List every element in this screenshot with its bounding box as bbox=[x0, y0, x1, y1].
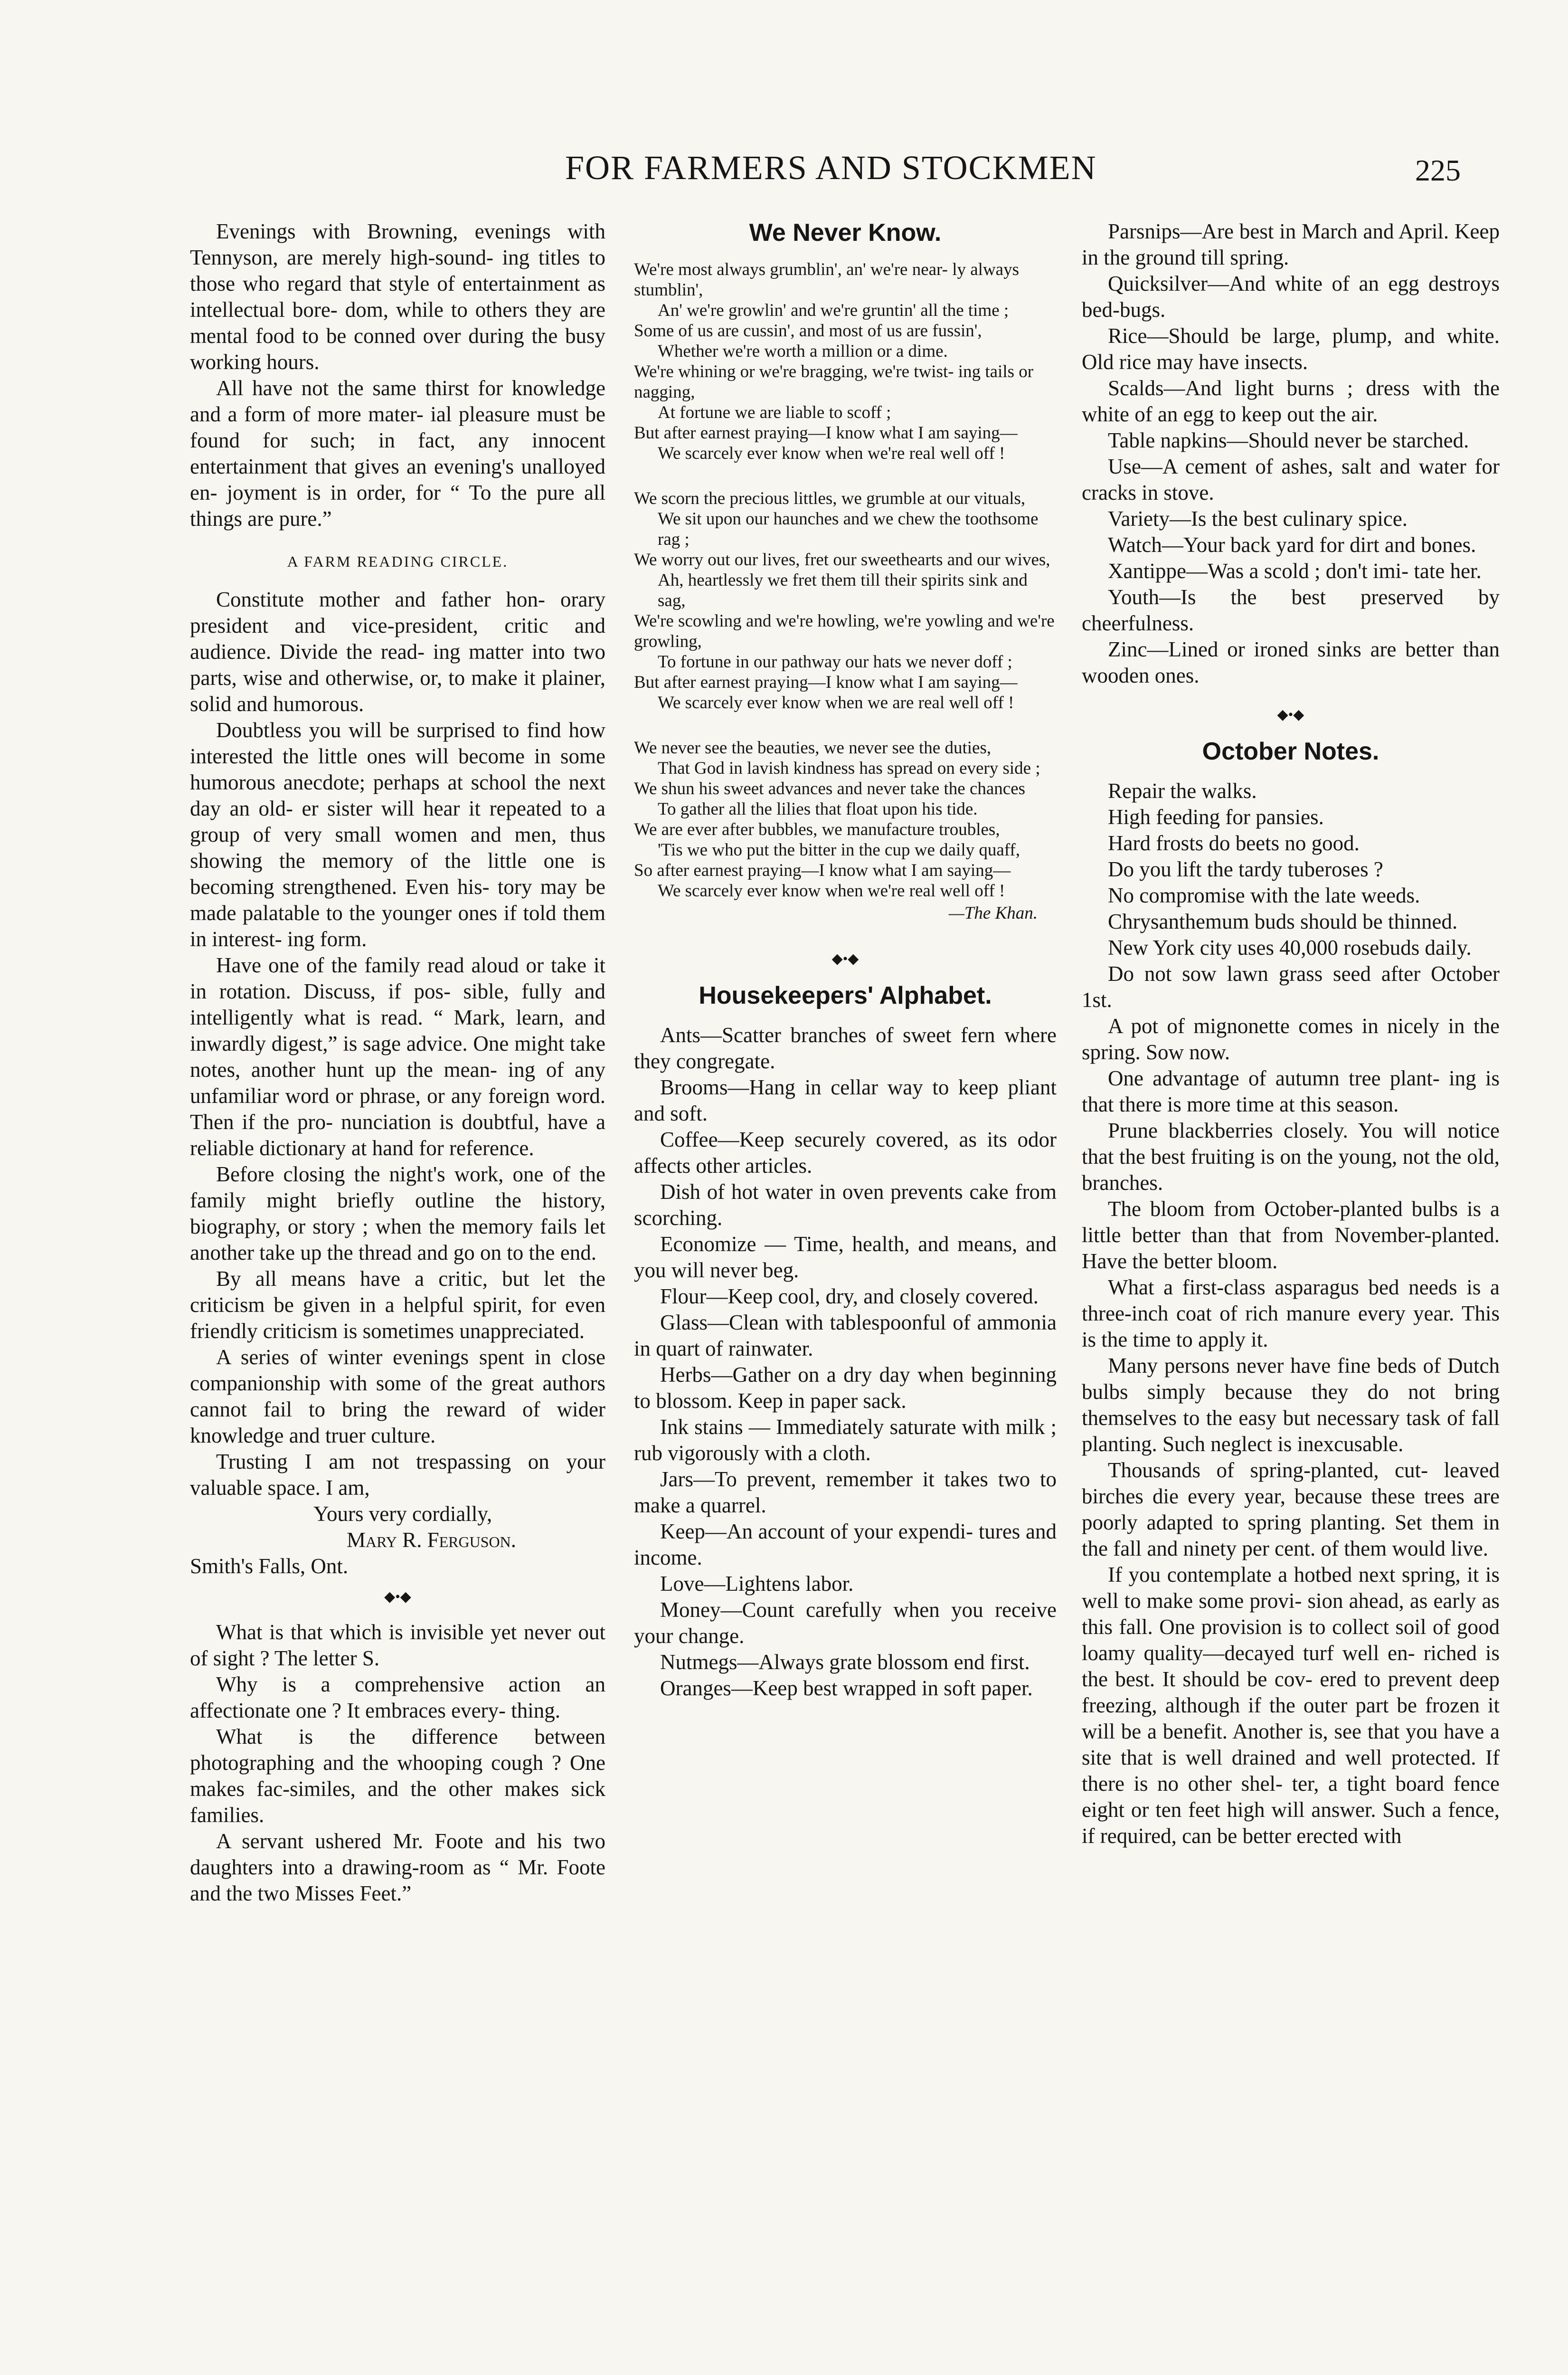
ornament-divider: ◆•◆ bbox=[1277, 707, 1304, 722]
poem-attribution: —The Khan. bbox=[948, 903, 1038, 923]
riddle-paragraph: A servant ushered Mr. Foote and his two daughters into a drawing-room as “ Mr. Foote and the two Misses Feet.” bbox=[190, 1829, 605, 1905]
october-note: Thousands of spring-planted, cut- leaved birches die every year, because these trees are poorly adapted to spring planting. Set them in the fall and ninety per cent. of them would live. bbox=[1082, 1458, 1500, 1560]
october-note: No compromise with the late weeds. bbox=[1108, 884, 1420, 907]
article-paragraph: By all means have a critic, but let the criticism be given in a helpful spirit, for even friendly criticism is sometimes unappreciated. bbox=[190, 1267, 605, 1343]
alphabet-item: Love—Lightens labor. bbox=[660, 1572, 854, 1596]
alphabet-item: Jars—To prevent, remember it takes two to make a quarrel. bbox=[634, 1467, 1057, 1517]
october-note: Repair the walks. bbox=[1108, 779, 1257, 803]
page-number: 225 bbox=[1415, 153, 1461, 187]
poem-line: We scarcely ever know when we are real well off ! bbox=[658, 693, 1014, 712]
poem-line: We're whining or we're bragging, we're twist- ing tails or nagging, bbox=[634, 362, 1034, 402]
poem-line: Some of us are cussin', and most of us are fussin', bbox=[634, 321, 982, 341]
alphabet-item: Parsnips—Are best in March and April. Keep in the ground till spring. bbox=[1082, 219, 1500, 269]
alphabet-item: Brooms—Hang in cellar way to keep pliant and soft. bbox=[634, 1075, 1057, 1125]
october-note: One advantage of autumn tree plant- ing is that there is more time at this season. bbox=[1082, 1066, 1500, 1116]
poem-line: An' we're growlin' and we're gruntin' all the time ; bbox=[658, 301, 1009, 320]
october-note: What a first-class asparagus bed needs is a three-inch coat of rich manure every year. This is the time to apply it. bbox=[1082, 1275, 1500, 1351]
alphabet-item: Economize — Time, health, and means, and you will never beg. bbox=[634, 1232, 1057, 1282]
poem-stanza bbox=[634, 259, 1057, 464]
poem-stanza bbox=[634, 488, 1057, 713]
article-paragraph: All have not the same thirst for knowledge and a form of more mater- ial pleasure must be found for such; in fact, any innocent entertainment that gives an evening's unalloyed en- joyment is in order, for “ To the pure all things are pure.” bbox=[190, 376, 605, 531]
poem-line: But after earnest praying—I know what I am saying— bbox=[634, 673, 1018, 692]
alphabet-title: Housekeepers' Alphabet. bbox=[699, 982, 992, 1009]
october-note: Do you lift the tardy tuberoses ? bbox=[1108, 857, 1383, 881]
article-paragraph: Trusting I am not trespassing on your valuable space. I am, bbox=[190, 1450, 605, 1500]
poem-line: Whether we're worth a million or a dime. bbox=[658, 342, 948, 361]
article-paragraph: A series of winter evenings spent in close companionship with some of the great authors cannot fail to bring the reward of wider knowledge and truer culture. bbox=[190, 1345, 605, 1447]
poem-title: We Never Know. bbox=[749, 219, 942, 247]
alphabet-item: Table napkins—Should never be starched. bbox=[1108, 428, 1469, 452]
poem-line: We're most always grumblin', an' we're near- ly always stumblin', bbox=[634, 260, 1019, 300]
column-left bbox=[190, 218, 605, 1907]
article-paragraph: Doubtless you will be surprised to find how interested the little ones will become in some humorous anecdote; perhaps at school the next day an old- er sister will hear it repeated to a group of very small women and men, thus showing the memory of the little one is becoming strengthened. Even his- tory may be made palatable to the younger ones if told them in interest- ing form. bbox=[190, 718, 605, 951]
alphabet-item: Dish of hot water in oven prevents cake from scorching. bbox=[634, 1180, 1057, 1230]
article-paragraph: Before closing the night's work, one of the family might briefly outline the history, biography, or story ; when the memory fails let another take up the thread and go on to the end. bbox=[190, 1162, 605, 1264]
alphabet-item: Flour—Keep cool, dry, and closely covered. bbox=[660, 1284, 1039, 1308]
poem-body bbox=[634, 259, 1057, 923]
poem-line: That God in lavish kindness has spread on every side ; bbox=[658, 759, 1040, 778]
article-paragraph: Constitute mother and father hon- orary president and vice-president, critic and audience. Divide the read- ing matter into two parts, wise and otherwise, or, to make it plainer, solid and humorous. bbox=[190, 588, 605, 716]
riddle-paragraph: Why is a comprehensive action an affectionate one ? It embraces every- thing. bbox=[190, 1672, 605, 1722]
alphabet-item: Coffee—Keep securely covered, as its odor affects other articles. bbox=[634, 1128, 1057, 1178]
alphabet-item: Zinc—Lined or ironed sinks are better than wooden ones. bbox=[1082, 637, 1500, 687]
letter-signature: Mary R. Ferguson. bbox=[347, 1528, 516, 1552]
poem-line: We scorn the precious littles, we grumble at our vituals, bbox=[634, 489, 1026, 508]
alphabet-item: Keep—An account of your expendi- tures and income. bbox=[634, 1520, 1057, 1569]
poem-line: So after earnest praying—I know what I am saying— bbox=[634, 861, 1011, 880]
letter-place: Smith's Falls, Ont. bbox=[190, 1554, 349, 1578]
letter-closing: Yours very cordially, bbox=[313, 1502, 492, 1526]
october-note: Do not sow lawn grass seed after October 1st. bbox=[1082, 962, 1500, 1012]
alphabet-item: Herbs—Gather on a dry day when beginning to blossom. Keep in paper sack. bbox=[634, 1363, 1057, 1413]
poem-line: Ah, heartlessly we fret them till their spirits sink and sag, bbox=[658, 570, 1028, 610]
poem-line: We scarcely ever know when we're real well off ! bbox=[658, 444, 1005, 463]
alphabet-item: Money—Count carefully when you receive your change. bbox=[634, 1598, 1057, 1648]
october-note: If you contemplate a hotbed next spring, it is well to make some provi- sion ahead, as early as this fall. One provision is to collect soil of good loamy quality—decayed turf well en- riched is the best. It should be cov- ered to prevent deep freezing, although if the outer part be frozen it will be a benefit. Another is, see that you have a site that is well drained and well protected. If there is no other shel- ter, a tight board fence eight or ten feet high will answer. Such a fence, if required, can be better erected with bbox=[1082, 1563, 1500, 1848]
october-title: October Notes. bbox=[1202, 738, 1379, 765]
article-paragraph: Have one of the family read aloud or take it in rotation. Discuss, if pos- sible, fully and intelligently what is read. “ Mark, learn, and inwardly digest,” is sage advice. One might take notes, another hunt up the mean- ing of any unfamiliar word or phrase, or any foreign word. Then if the pro- nunciation is doubtful, have a reliable dictionary at hand for reference. bbox=[190, 953, 605, 1160]
alphabet-item: Xantippe—Was a scold ; don't imi- tate her. bbox=[1108, 559, 1482, 583]
section-subhead: A FARM READING CIRCLE. bbox=[287, 553, 509, 570]
poem-line: We shun his sweet advances and never take the chances bbox=[634, 779, 1026, 798]
poem-line: We are ever after bubbles, we manufacture troubles, bbox=[634, 820, 1000, 839]
poem-line: To fortune in our pathway our hats we never doff ; bbox=[658, 652, 1012, 672]
article-paragraph: Evenings with Browning, evenings with Tennyson, are merely high-sound- ing titles to those who regard that style of entertainment as intellectual bore- dom, while to others they are mental food to be conned over during the busy working hours. bbox=[190, 219, 605, 374]
poem-line: We worry out our lives, fret our sweethearts and our wives, bbox=[634, 550, 1050, 570]
october-note: A pot of mignonette comes in nicely in the spring. Sow now. bbox=[1082, 1014, 1500, 1064]
alphabet-item: Watch—Your back yard for dirt and bones. bbox=[1108, 533, 1476, 557]
october-note: The bloom from October-planted bulbs is a little better than that from November-planted. Have the better bloom. bbox=[1082, 1197, 1500, 1273]
alphabet-item: Scalds—And light burns ; dress with the white of an egg to keep out the air. bbox=[1082, 376, 1500, 426]
poem-line: We never see the beauties, we never see the duties, bbox=[634, 738, 992, 758]
alphabet-item: Ants—Scatter branches of sweet fern where they congregate. bbox=[634, 1023, 1057, 1073]
october-note: High feeding for pansies. bbox=[1108, 805, 1324, 829]
column-middle bbox=[634, 218, 1057, 1701]
riddle-paragraph: What is that which is invisible yet never out of sight ? The letter S. bbox=[190, 1620, 605, 1670]
alphabet-item: Nutmegs—Always grate blossom end first. bbox=[660, 1650, 1030, 1674]
october-note: Many persons never have fine beds of Dutch bulbs simply because they do not bring themselves to the easy but necessary task of fall planting. Such neglect is inexcusable. bbox=[1082, 1354, 1500, 1456]
poem-line: We scarcely ever know when we're real well off ! bbox=[658, 881, 1005, 901]
october-note: Chrysanthemum buds should be thinned. bbox=[1108, 910, 1458, 933]
alphabet-item: Variety—Is the best culinary spice. bbox=[1108, 507, 1408, 531]
column-right bbox=[1082, 218, 1500, 1849]
poem-line: We sit upon our haunches and we chew the toothsome rag ; bbox=[658, 509, 1039, 549]
poem-line: 'Tis we who put the bitter in the cup we daily quaff, bbox=[658, 840, 1020, 860]
october-note: Hard frosts do beets no good. bbox=[1108, 831, 1360, 855]
poem-stanza bbox=[634, 738, 1057, 901]
running-header: FOR FARMERS AND STOCKMEN bbox=[565, 149, 1097, 187]
poem-line: To gather all the lilies that float upon his tide. bbox=[658, 799, 978, 819]
alphabet-item: Use—A cement of ashes, salt and water for cracks in stove. bbox=[1082, 455, 1500, 504]
alphabet-item: Ink stains — Immediately saturate with milk ; rub vigorously with a cloth. bbox=[634, 1415, 1057, 1465]
alphabet-item: Glass—Clean with tablespoonful of ammonia in quart of rainwater. bbox=[634, 1311, 1057, 1360]
poem-line: At fortune we are liable to scoff ; bbox=[658, 403, 891, 422]
alphabet-item: Rice—Should be large, plump, and white. Old rice may have insects. bbox=[1082, 324, 1500, 374]
poem-line: We're scowling and we're howling, we're yowling and we're growling, bbox=[634, 611, 1055, 651]
ornament-divider: ◆•◆ bbox=[384, 1589, 411, 1605]
poem-line: But after earnest praying—I know what I am saying— bbox=[634, 423, 1018, 443]
alphabet-item: Quicksilver—And white of an egg destroys bed-bugs. bbox=[1082, 272, 1500, 322]
alphabet-item: Oranges—Keep best wrapped in soft paper. bbox=[660, 1676, 1033, 1700]
alphabet-item: Youth—Is the best preserved by cheerfulness. bbox=[1082, 585, 1500, 635]
riddle-paragraph: What is the difference between photographing and the whooping cough ? One makes fac-similes, and the other makes sick families. bbox=[190, 1725, 605, 1827]
october-note: Prune blackberries closely. You will notice that the best fruiting is on the young, not the old, branches. bbox=[1082, 1119, 1500, 1195]
ornament-divider: ◆•◆ bbox=[831, 951, 859, 967]
october-note: New York city uses 40,000 rosebuds daily. bbox=[1108, 936, 1472, 960]
